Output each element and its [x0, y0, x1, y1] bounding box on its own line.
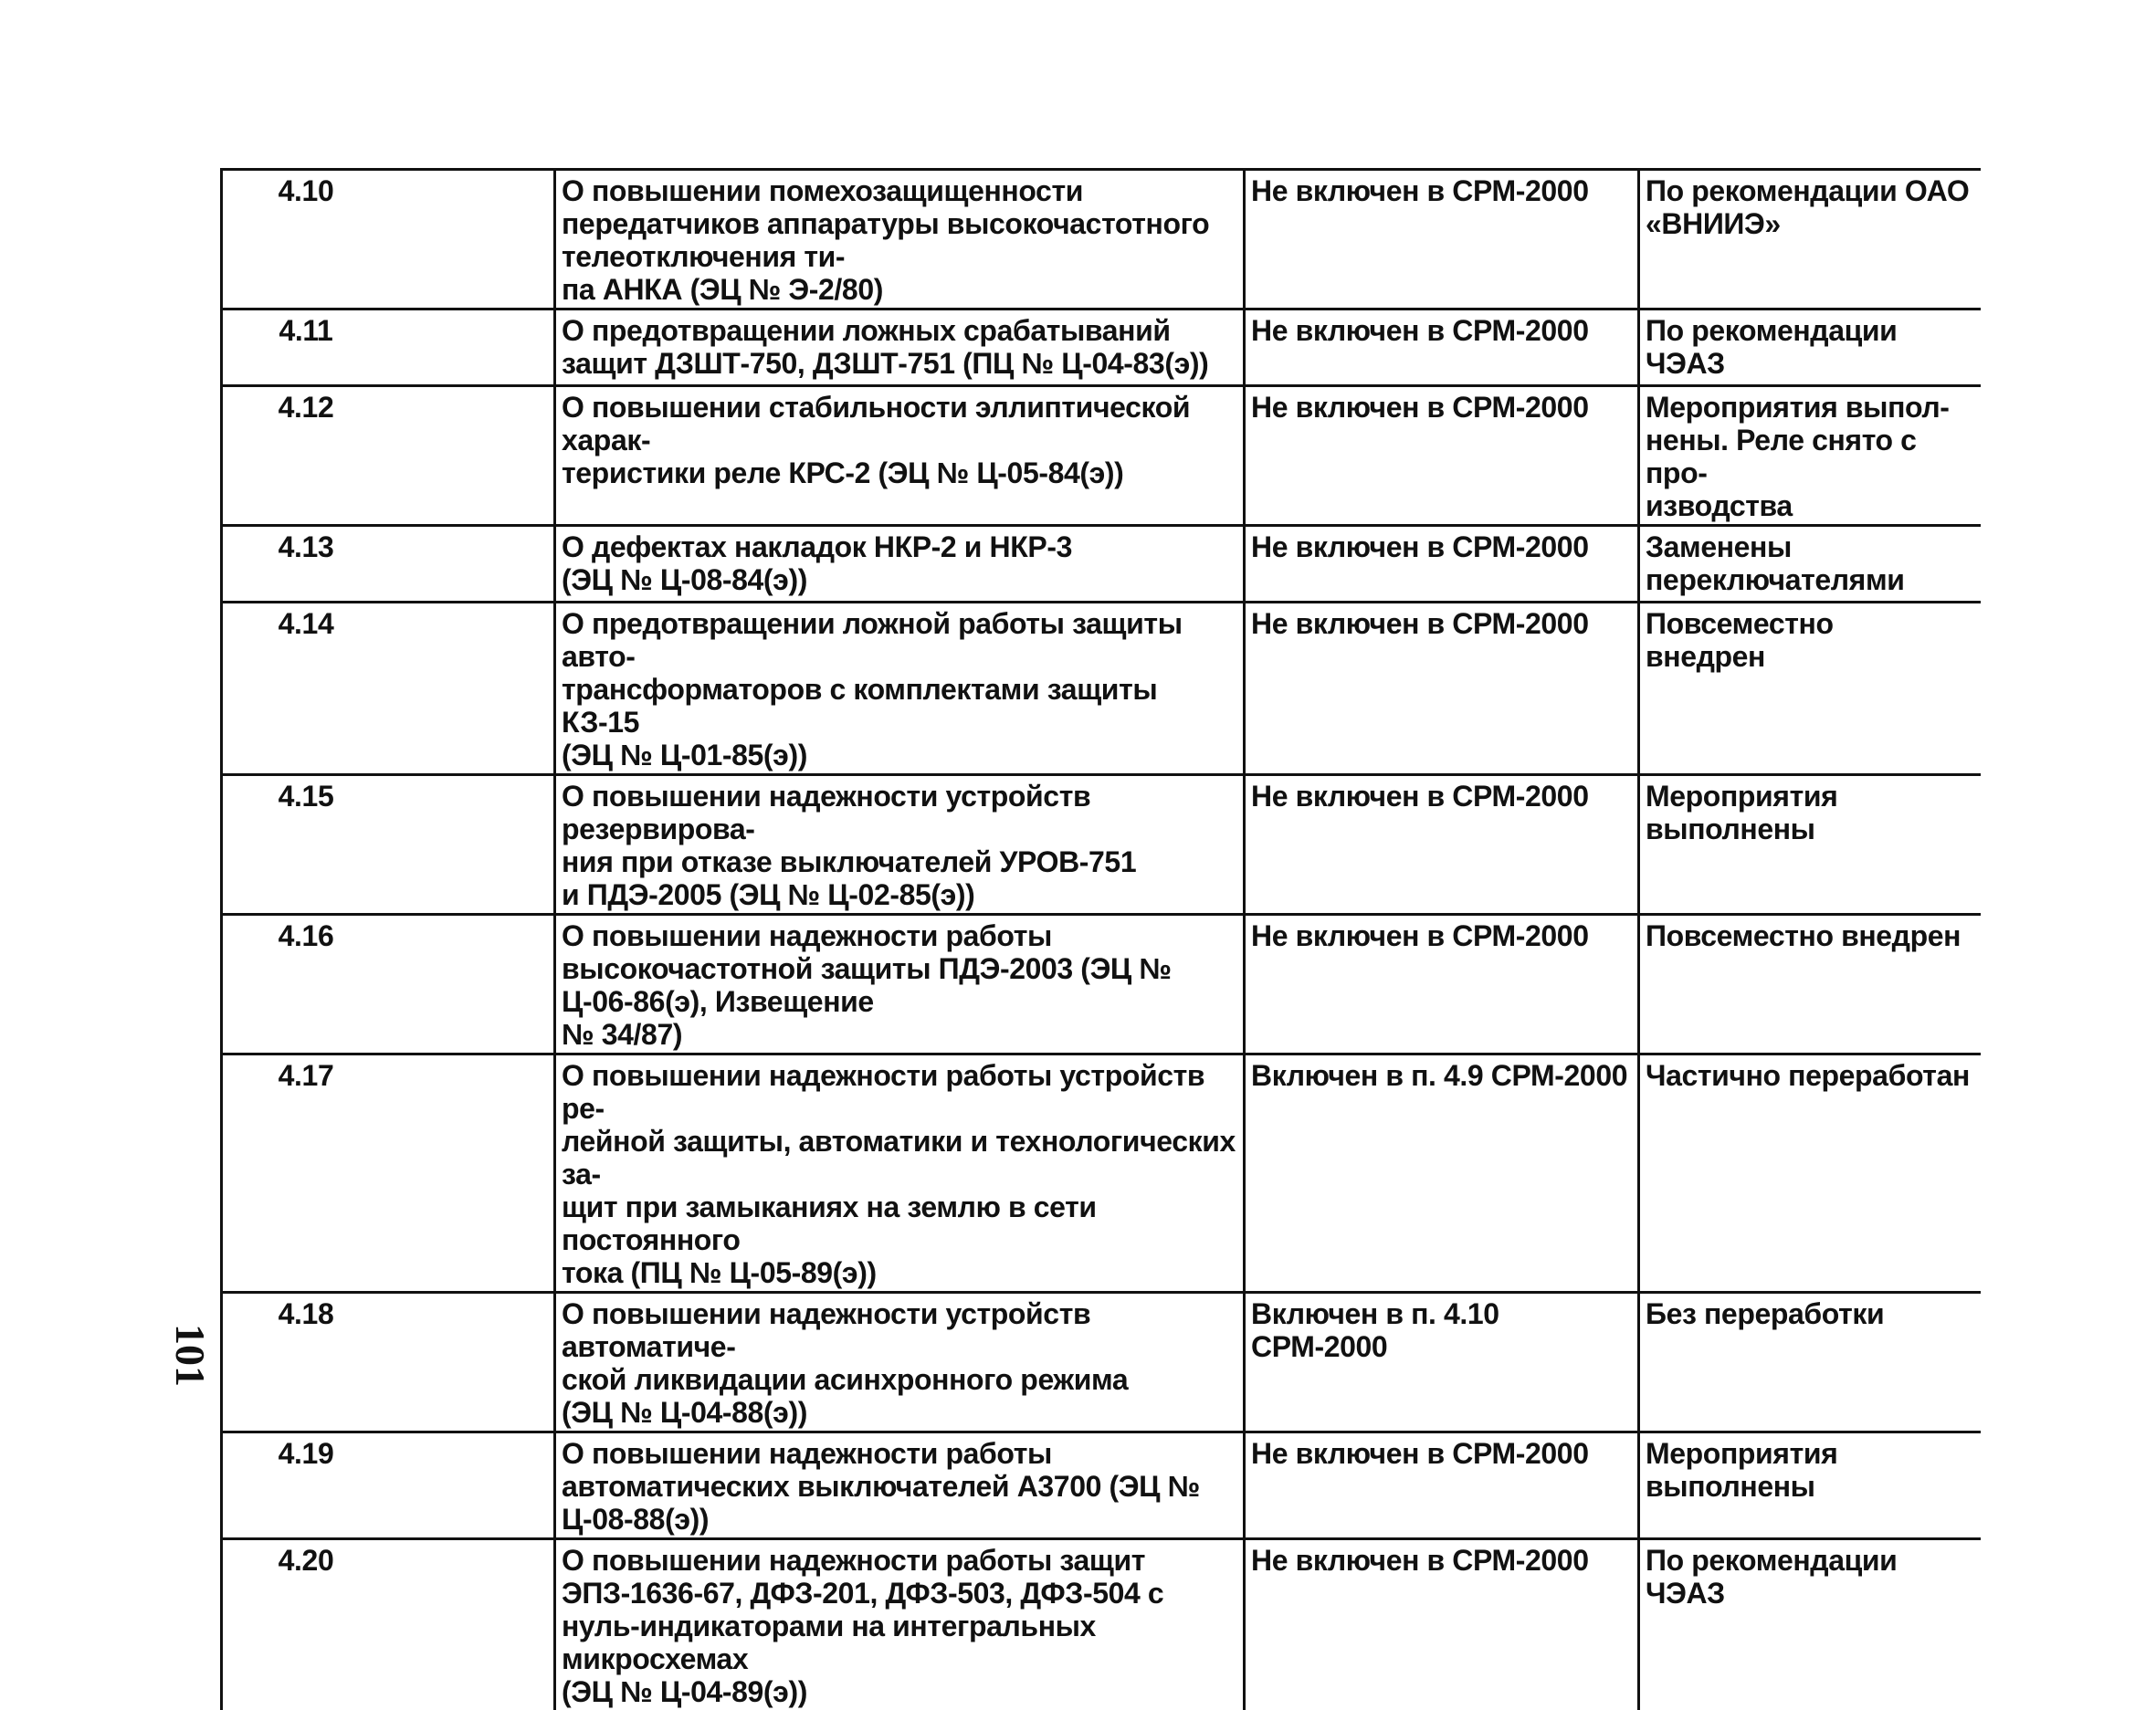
row-status-text: Мероприятия выполнены [1646, 780, 1837, 845]
row-title [555, 1054, 1245, 1293]
row-number-text: 4.11 [279, 314, 333, 347]
row-inclusion-text: Не включен в СРМ-2000 [1251, 530, 1589, 563]
row-title [555, 1293, 1245, 1432]
row-number-text: 4.10 [279, 174, 334, 207]
row-status [1639, 1539, 1981, 1710]
row-status-text: Повсеместно внедрен [1646, 919, 1961, 952]
row-number-text: 4.20 [279, 1544, 334, 1577]
row-status [1639, 1054, 1981, 1293]
row-inclusion [1245, 1293, 1639, 1432]
row-number [222, 603, 555, 775]
table-row [222, 386, 1981, 526]
row-inclusion [1245, 1432, 1639, 1539]
row-status-text: Мероприятия выполнены [1646, 1437, 1837, 1503]
row-inclusion-text: Включен в п. 4.9 СРМ-2000 [1251, 1059, 1627, 1092]
row-inclusion-text: Не включен в СРМ-2000 [1251, 919, 1589, 952]
row-status [1639, 915, 1981, 1054]
row-number-text: 4.15 [279, 780, 334, 813]
table-row [222, 603, 1981, 775]
table-row [222, 526, 1981, 603]
row-title-text: О повышении надежности устройств резервирова- ния при отказе выключателей УРОВ-751 и ПДЭ-2005 (ЭЦ № Ц-02-85(э)) [562, 780, 1136, 911]
row-title-text: О предотвращении ложной работы защиты авто- трансформаторов с комплектами защиты КЗ-15 (ЭЦ № Ц-01-85(э)) [562, 607, 1183, 771]
row-number [222, 170, 555, 309]
table-row [222, 309, 1981, 386]
row-title-text: О повышении надежности работы автоматических выключателей А3700 (ЭЦ № Ц-08-88(э)) [562, 1437, 1200, 1536]
row-status [1639, 170, 1981, 309]
row-number-text: 4.17 [279, 1059, 334, 1092]
row-status [1639, 309, 1981, 386]
row-inclusion [1245, 309, 1639, 386]
row-inclusion [1245, 170, 1639, 309]
row-status-text: Без переработки [1646, 1297, 1884, 1330]
row-inclusion-text: Не включен в СРМ-2000 [1251, 314, 1589, 347]
row-title-text: О повышении надежности работы высокочастотной защиты ПДЭ-2003 (ЭЦ № Ц-06-86(э), Извещение № 34/87) [562, 919, 1172, 1051]
row-status-text: Частично переработан [1646, 1059, 1970, 1092]
row-status-text: Мероприятия выпол- нены. Реле снято с про- изводства [1646, 391, 1950, 522]
row-title [555, 309, 1245, 386]
row-status-text: Заменены переключателями [1646, 530, 1905, 596]
row-number [222, 915, 555, 1054]
row-title [555, 603, 1245, 775]
row-title-text: О предотвращении ложных срабатываний защит ДЗШТ-750, ДЗШТ-751 (ПЦ № Ц-04-83(э)) [562, 314, 1208, 380]
row-title [555, 170, 1245, 309]
row-number [222, 1539, 555, 1710]
table-row [222, 1539, 1981, 1710]
row-status-text: По рекомендации ЧЭАЗ [1646, 314, 1897, 380]
row-inclusion-text: Включен в п. 4.10 СРМ-2000 [1251, 1297, 1499, 1363]
table-row [222, 1054, 1981, 1293]
row-number-text: 4.16 [279, 919, 334, 952]
row-title [555, 386, 1245, 526]
row-status-text: По рекомендации ЧЭАЗ [1646, 1544, 1897, 1610]
row-status-text: Повсеместно внедрен [1646, 607, 1834, 673]
row-inclusion-text: Не включен в СРМ-2000 [1251, 607, 1589, 640]
row-number [222, 526, 555, 603]
row-number [222, 1293, 555, 1432]
row-title [555, 1432, 1245, 1539]
row-title-text: О повышении надежности работы устройств ре- лейной защиты, автоматики и технологических за- щит при замыканиях на землю в сети постоянного тока (ПЦ № Ц-05-89(э)) [562, 1059, 1236, 1289]
row-status [1639, 1293, 1981, 1432]
row-inclusion [1245, 915, 1639, 1054]
row-number [222, 775, 555, 915]
row-inclusion [1245, 526, 1639, 603]
row-status [1639, 1432, 1981, 1539]
row-status-text: По рекомендации ОАО «ВНИИЭ» [1646, 174, 1969, 240]
row-inclusion-text: Не включен в СРМ-2000 [1251, 1437, 1589, 1470]
row-title-text: О повышении надежности устройств автоматиче- ской ликвидации асинхронного режима (ЭЦ № Ц-04-88(э)) [562, 1297, 1128, 1429]
row-title-text: О повышении помехозащищенности передатчиков аппаратуры высокочастотного телеотключения ти- па АНКА (ЭЦ № Э-2/80) [562, 174, 1209, 306]
row-number-text: 4.18 [279, 1297, 334, 1330]
table-row [222, 915, 1981, 1054]
row-inclusion-text: Не включен в СРМ-2000 [1251, 391, 1589, 424]
row-status [1639, 775, 1981, 915]
row-inclusion-text: Не включен в СРМ-2000 [1251, 174, 1589, 207]
table-row [222, 1432, 1981, 1539]
table-row [222, 170, 1981, 309]
row-title-text: О дефектах накладок НКР-2 и НКР-3 (ЭЦ № Ц-08-84(э)) [562, 530, 1072, 596]
row-title [555, 915, 1245, 1054]
row-inclusion [1245, 603, 1639, 775]
table-row [222, 1293, 1981, 1432]
row-title-text: О повышении надежности работы защит ЭПЗ-1636-67, ДФЗ-201, ДФЗ-503, ДФЗ-504 с нуль-индикаторами на интегральных микросхемах (ЭЦ № Ц-04-89(э)) [562, 1544, 1163, 1708]
measures-table [220, 168, 1981, 1710]
row-number-text: 4.19 [279, 1437, 334, 1470]
row-inclusion [1245, 1054, 1639, 1293]
row-inclusion [1245, 386, 1639, 526]
row-inclusion-text: Не включен в СРМ-2000 [1251, 1544, 1589, 1577]
row-number [222, 386, 555, 526]
table-body [222, 170, 1981, 1710]
row-status [1639, 603, 1981, 775]
row-inclusion-text: Не включен в СРМ-2000 [1251, 780, 1589, 813]
row-number-text: 4.14 [279, 607, 334, 640]
row-number-text: 4.13 [279, 530, 334, 563]
page-number: 101 [144, 1324, 217, 1379]
row-status [1639, 526, 1981, 603]
row-inclusion [1245, 1539, 1639, 1710]
row-status [1639, 386, 1981, 526]
row-title [555, 1539, 1245, 1710]
row-number [222, 1432, 555, 1539]
table-row [222, 775, 1981, 915]
row-title [555, 526, 1245, 603]
row-inclusion [1245, 775, 1639, 915]
row-title [555, 775, 1245, 915]
row-number [222, 309, 555, 386]
row-number [222, 1054, 555, 1293]
row-title-text: О повышении стабильности эллиптической харак- теристики реле КРС-2 (ЭЦ № Ц-05-84(э)) [562, 391, 1190, 489]
row-number-text: 4.12 [279, 391, 334, 424]
